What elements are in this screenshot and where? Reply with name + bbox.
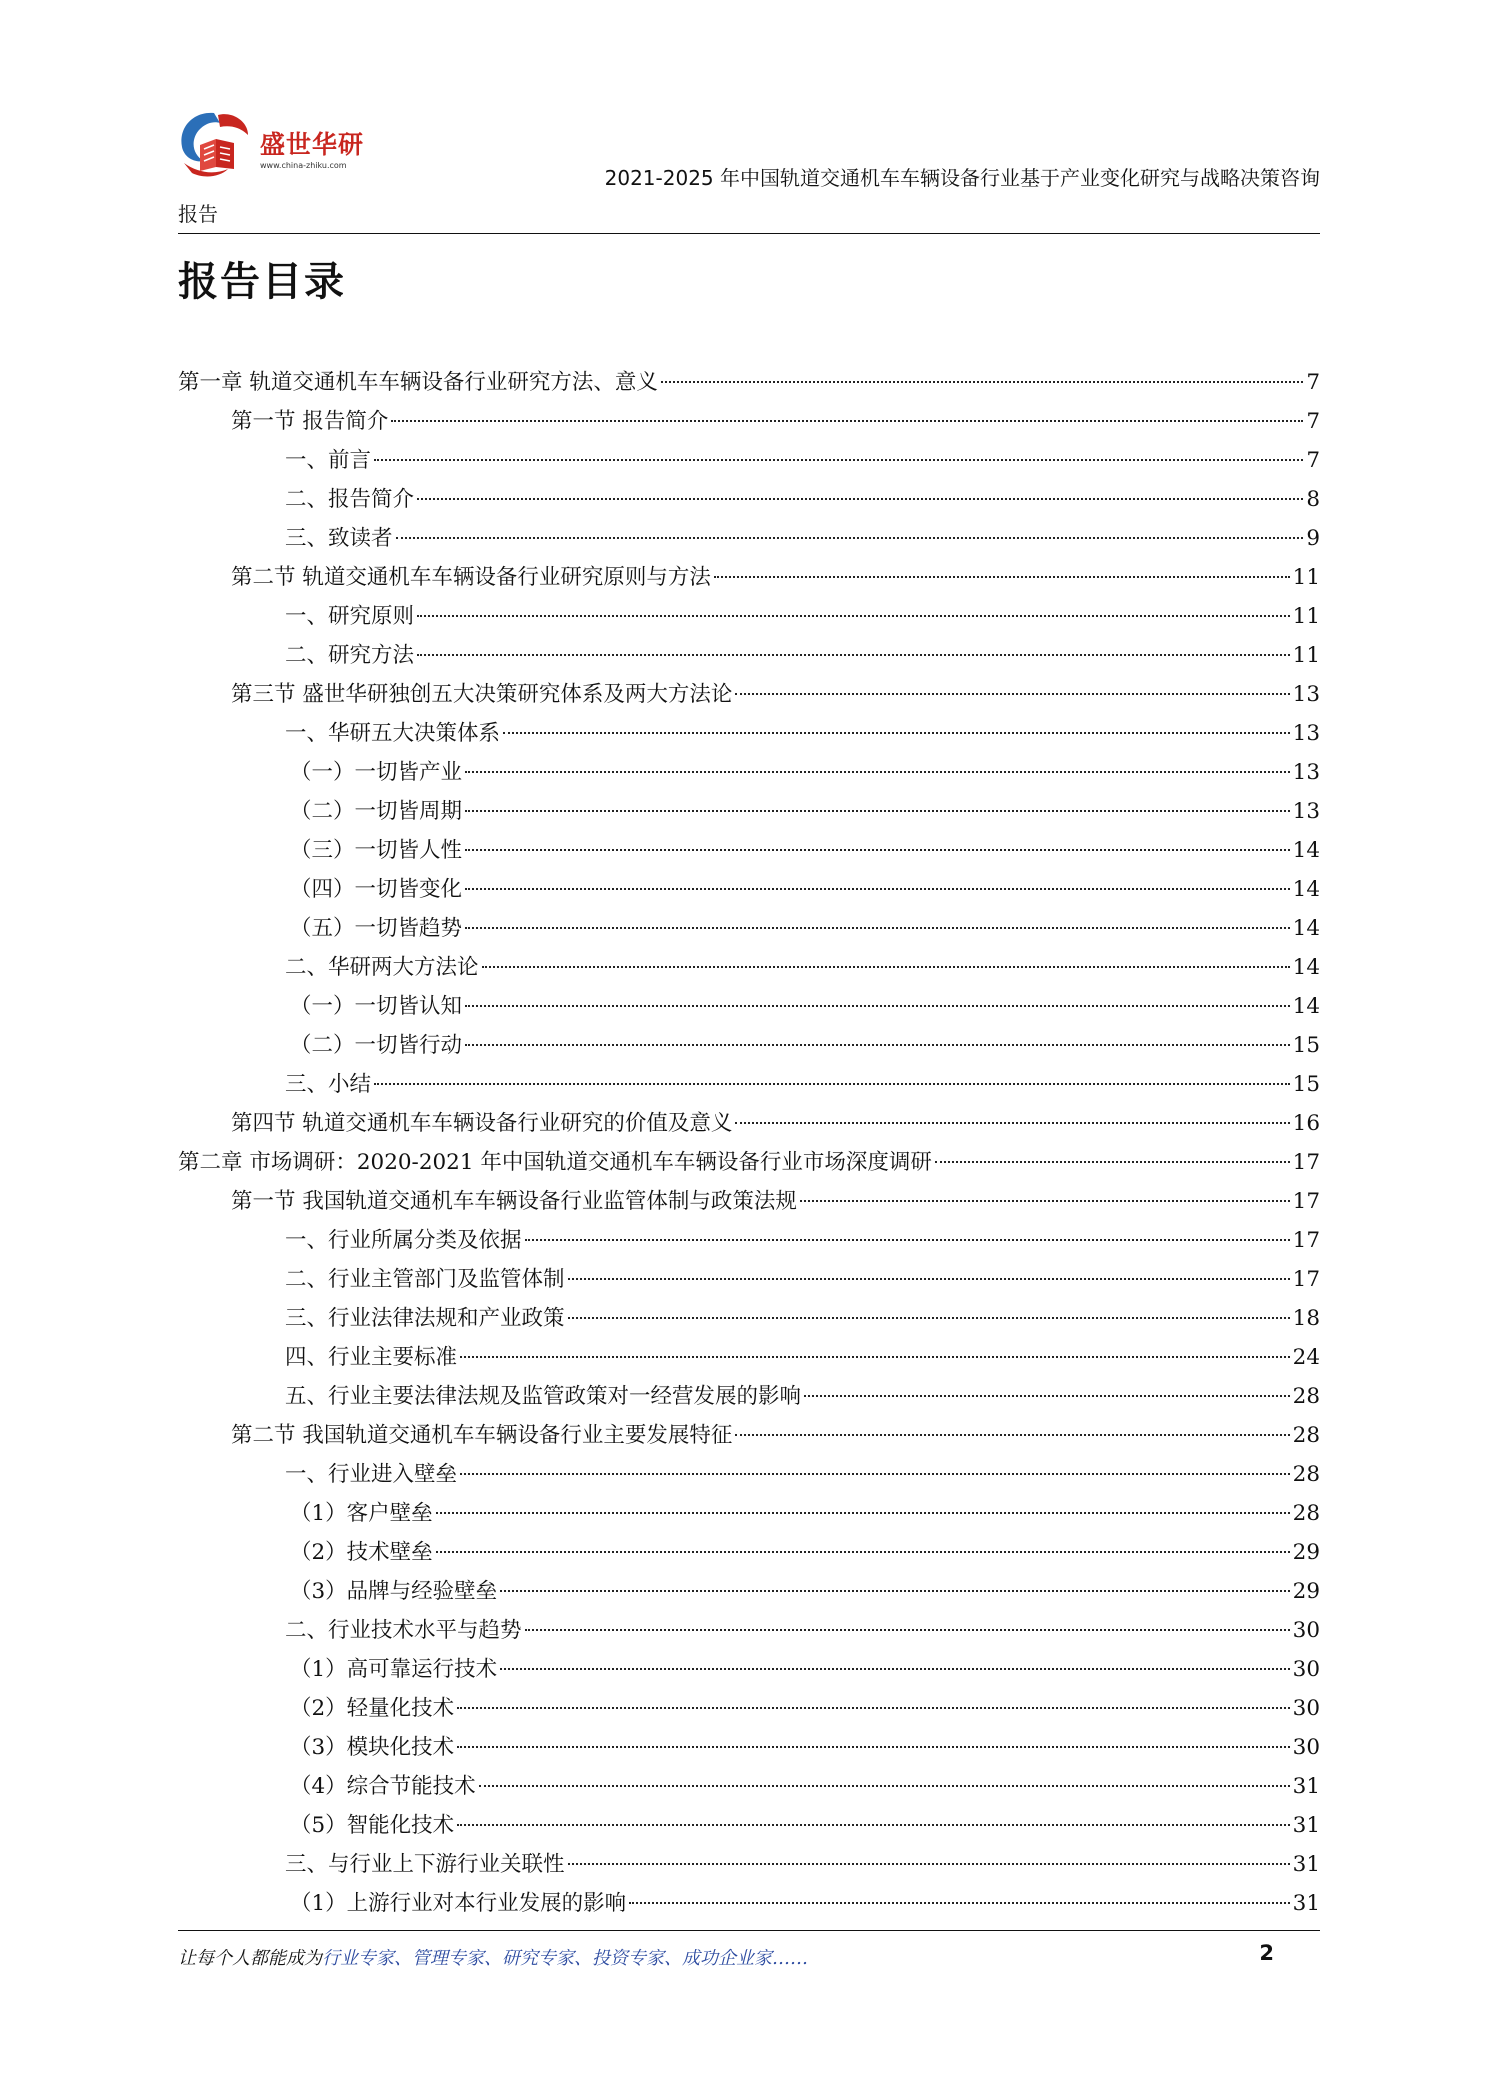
toc-entry-title: （三）一切皆人性 xyxy=(290,838,463,863)
toc-entry[interactable] xyxy=(178,636,1320,675)
toc-entry-page: 29 xyxy=(1292,1540,1320,1565)
toc-entry[interactable] xyxy=(178,1338,1320,1377)
toc-entry-page: 15 xyxy=(1292,1072,1320,1097)
toc-entry-title: 三、小结 xyxy=(285,1072,372,1097)
toc-entry-title: 第二章 市场调研：2020-2021 年中国轨道交通机车车辆设备行业市场深度调研 xyxy=(178,1150,932,1175)
toc-entry-page: 13 xyxy=(1292,721,1320,746)
toc-entry-title: 第一章 轨道交通机车车辆设备行业研究方法、意义 xyxy=(178,370,658,395)
toc-entry-page: 30 xyxy=(1292,1618,1320,1643)
toc-entry[interactable] xyxy=(178,1884,1320,1923)
toc-entry-page: 14 xyxy=(1292,916,1320,941)
toc-entry-page: 7 xyxy=(1306,409,1320,434)
report-title-continuation: 报告 xyxy=(178,202,218,226)
footer-slogan xyxy=(178,1944,808,1970)
logo-emblem-icon xyxy=(174,105,258,185)
toc-entry[interactable] xyxy=(178,402,1320,441)
toc-dot-leader xyxy=(935,1161,1290,1163)
toc-entry-page: 30 xyxy=(1292,1735,1320,1760)
toc-entry-title: （二）一切皆行动 xyxy=(290,1033,463,1058)
toc-entry[interactable] xyxy=(178,948,1320,987)
toc-dot-leader xyxy=(465,1005,1290,1007)
toc-entry-title: 三、致读者 xyxy=(285,526,393,551)
toc-entry[interactable] xyxy=(178,519,1320,558)
toc-entry-title: （2）轻量化技术 xyxy=(290,1696,455,1721)
toc-dot-leader xyxy=(391,420,1303,422)
report-title: 2021-2025 年中国轨道交通机车车辆设备行业基于产业变化研究与战略决策咨询 xyxy=(604,166,1320,190)
toc-entry-page: 11 xyxy=(1292,604,1320,629)
toc-entry-page: 7 xyxy=(1306,448,1320,473)
toc-entry-title: 二、行业技术水平与趋势 xyxy=(285,1618,522,1643)
toc-entry[interactable] xyxy=(178,1026,1320,1065)
toc-entry-page: 14 xyxy=(1292,955,1320,980)
toc-entry-title: （二）一切皆周期 xyxy=(290,799,463,824)
toc-dot-leader xyxy=(460,1356,1290,1358)
toc-entry-title: 一、前言 xyxy=(285,448,372,473)
toc-entry-page: 18 xyxy=(1292,1306,1320,1331)
toc-entry[interactable] xyxy=(178,1494,1320,1533)
toc-entry[interactable] xyxy=(178,1260,1320,1299)
toc-dot-leader xyxy=(457,1707,1289,1709)
toc-entry-title: 三、行业法律法规和产业政策 xyxy=(285,1306,565,1331)
toc-dot-leader xyxy=(436,1551,1290,1553)
toc-entry[interactable] xyxy=(178,909,1320,948)
toc-dot-leader xyxy=(500,1668,1289,1670)
toc-dot-leader xyxy=(417,654,1290,656)
toc-dot-leader xyxy=(465,888,1290,890)
toc-entry-title: 二、行业主管部门及监管体制 xyxy=(285,1267,565,1292)
toc-entry-title: 三、与行业上下游行业关联性 xyxy=(285,1852,565,1877)
toc-dot-leader xyxy=(465,927,1290,929)
toc-dot-leader xyxy=(479,1785,1290,1787)
toc-entry[interactable] xyxy=(178,1299,1320,1338)
toc-entry-title: （2）技术壁垒 xyxy=(290,1540,433,1565)
toc-dot-leader xyxy=(465,1044,1290,1046)
toc-entry[interactable] xyxy=(178,1182,1320,1221)
toc-entry-page: 28 xyxy=(1292,1423,1320,1448)
toc-entry-page: 17 xyxy=(1292,1150,1320,1175)
toc-entry-title: 一、研究原则 xyxy=(285,604,415,629)
toc-entry[interactable] xyxy=(178,1611,1320,1650)
footer-divider xyxy=(178,1930,1320,1931)
toc-dot-leader xyxy=(465,849,1290,851)
toc-entry-title: 第三节 盛世华研独创五大决策研究体系及两大方法论 xyxy=(231,682,733,707)
toc-entry[interactable] xyxy=(178,792,1320,831)
toc-entry-title: 第一节 报告简介 xyxy=(231,409,389,434)
toc-entry-page: 11 xyxy=(1292,643,1320,668)
toc-entry[interactable] xyxy=(178,1767,1320,1806)
toc-entry-title: （1）高可靠运行技术 xyxy=(290,1657,498,1682)
toc-entry-title: 二、华研两大方法论 xyxy=(285,955,479,980)
toc-entry-page: 29 xyxy=(1292,1579,1320,1604)
toc-entry-title: 一、行业所属分类及依据 xyxy=(285,1228,522,1253)
toc-entry-page: 28 xyxy=(1292,1462,1320,1487)
toc-dot-leader xyxy=(525,1239,1290,1241)
toc-dot-leader xyxy=(735,1434,1289,1436)
toc-dot-leader xyxy=(396,537,1304,539)
toc-entry-title: 第一节 我国轨道交通机车车辆设备行业监管体制与政策法规 xyxy=(231,1189,797,1214)
toc-entry-title: 一、行业进入壁垒 xyxy=(285,1462,458,1487)
toc-entry[interactable] xyxy=(178,987,1320,1026)
toc-entry[interactable] xyxy=(178,831,1320,870)
toc-entry-title: 四、行业主要标准 xyxy=(285,1345,458,1370)
toc-entry[interactable] xyxy=(178,558,1320,597)
toc-entry[interactable] xyxy=(178,1728,1320,1767)
toc-heading: 报告目录 xyxy=(178,259,346,305)
toc-entry-page: 30 xyxy=(1292,1696,1320,1721)
logo-url: www.china-zhiku.com xyxy=(260,161,347,170)
toc-entry-page: 30 xyxy=(1292,1657,1320,1682)
toc-entry-page: 17 xyxy=(1292,1189,1320,1214)
toc-entry-page: 31 xyxy=(1292,1852,1320,1877)
toc-dot-leader xyxy=(735,693,1289,695)
toc-dot-leader xyxy=(465,771,1290,773)
toc-dot-leader xyxy=(525,1629,1290,1631)
toc-dot-leader xyxy=(800,1200,1290,1202)
toc-entry[interactable] xyxy=(178,714,1320,753)
toc-entry-page: 31 xyxy=(1292,1813,1320,1838)
toc-entry[interactable] xyxy=(178,1689,1320,1728)
company-logo xyxy=(174,105,384,185)
toc-dot-leader xyxy=(417,498,1303,500)
toc-entry-title: （一）一切皆认知 xyxy=(290,994,463,1019)
toc-dot-leader xyxy=(568,1317,1290,1319)
header-divider xyxy=(178,233,1320,234)
footer-slogan-highlight: 行业专家、管理专家、研究专家、投资专家、成功企业家…… xyxy=(322,1948,808,1969)
toc-dot-leader xyxy=(436,1512,1290,1514)
toc-entry-title: （5）智能化技术 xyxy=(290,1813,455,1838)
toc-dot-leader xyxy=(460,1473,1290,1475)
toc-entry-page: 14 xyxy=(1292,877,1320,902)
toc-dot-leader xyxy=(568,1863,1290,1865)
toc-dot-leader xyxy=(661,381,1303,383)
toc-dot-leader xyxy=(568,1278,1290,1280)
toc-entry[interactable] xyxy=(178,1845,1320,1884)
toc-entry-page: 13 xyxy=(1292,799,1320,824)
toc-entry-page: 16 xyxy=(1292,1111,1320,1136)
toc-entry[interactable] xyxy=(178,480,1320,519)
toc-dot-leader xyxy=(629,1902,1289,1904)
toc-dot-leader xyxy=(465,810,1290,812)
toc-entry[interactable] xyxy=(178,1572,1320,1611)
toc-entry[interactable] xyxy=(178,1455,1320,1494)
toc-entry[interactable] xyxy=(178,1806,1320,1845)
toc-dot-leader xyxy=(735,1122,1289,1124)
toc-entry[interactable] xyxy=(178,1416,1320,1455)
toc-dot-leader xyxy=(457,1746,1289,1748)
toc-entry-page: 15 xyxy=(1292,1033,1320,1058)
toc-entry-page: 28 xyxy=(1292,1384,1320,1409)
toc-entry[interactable] xyxy=(178,753,1320,792)
toc-entry[interactable] xyxy=(178,1065,1320,1104)
toc-entry-page: 11 xyxy=(1292,565,1320,590)
toc-entry[interactable] xyxy=(178,363,1320,402)
toc-entry-title: 二、报告简介 xyxy=(285,487,415,512)
toc-dot-leader xyxy=(374,1083,1290,1085)
toc-entry[interactable] xyxy=(178,1650,1320,1689)
toc-entry[interactable] xyxy=(178,870,1320,909)
toc-entry[interactable] xyxy=(178,1104,1320,1143)
toc-entry-page: 13 xyxy=(1292,760,1320,785)
toc-entry-title: 一、华研五大决策体系 xyxy=(285,721,501,746)
page-number: 2 xyxy=(1259,1941,1274,1965)
toc-entry-page: 7 xyxy=(1306,370,1320,395)
toc-entry[interactable] xyxy=(178,1377,1320,1416)
toc-dot-leader xyxy=(417,615,1290,617)
toc-entry-page: 17 xyxy=(1292,1228,1320,1253)
toc-entry-page: 24 xyxy=(1292,1345,1320,1370)
toc-entry-title: （3）品牌与经验壁垒 xyxy=(290,1579,498,1604)
toc-entry-title: （3）模块化技术 xyxy=(290,1735,455,1760)
toc-entry[interactable] xyxy=(178,441,1320,480)
toc-entry-title: 五、行业主要法律法规及监管政策对一经营发展的影响 xyxy=(285,1384,802,1409)
toc-entry[interactable] xyxy=(178,1221,1320,1260)
toc-entry-title: 第二节 轨道交通机车车辆设备行业研究原则与方法 xyxy=(231,565,711,590)
toc-entry-page: 31 xyxy=(1292,1774,1320,1799)
toc-entry-page: 28 xyxy=(1292,1501,1320,1526)
toc-entry-page: 14 xyxy=(1292,994,1320,1019)
toc-entry-title: （五）一切皆趋势 xyxy=(290,916,463,941)
toc-entry-page: 9 xyxy=(1306,526,1320,551)
logo-name: 盛世华研 xyxy=(260,130,365,159)
toc-entry[interactable] xyxy=(178,675,1320,714)
toc-entry[interactable] xyxy=(178,1533,1320,1572)
toc-entry-title: （四）一切皆变化 xyxy=(290,877,463,902)
toc-entry-title: （1）客户壁垒 xyxy=(290,1501,433,1526)
toc-entry-page: 31 xyxy=(1292,1891,1320,1916)
toc-entry-title: （1）上游行业对本行业发展的影响 xyxy=(290,1891,627,1916)
table-of-contents xyxy=(178,363,1320,1923)
toc-dot-leader xyxy=(374,459,1303,461)
toc-entry-title: （一）一切皆产业 xyxy=(290,760,463,785)
toc-entry-title: 二、研究方法 xyxy=(285,643,415,668)
toc-dot-leader xyxy=(500,1590,1289,1592)
toc-dot-leader xyxy=(482,966,1290,968)
toc-entry-page: 13 xyxy=(1292,682,1320,707)
toc-entry-page: 8 xyxy=(1306,487,1320,512)
toc-dot-leader xyxy=(804,1395,1290,1397)
toc-dot-leader xyxy=(714,576,1290,578)
toc-entry-page: 17 xyxy=(1292,1267,1320,1292)
footer-slogan-lead: 让每个人都能成为 xyxy=(178,1948,322,1969)
toc-entry[interactable] xyxy=(178,597,1320,636)
toc-entry[interactable] xyxy=(178,1143,1320,1182)
toc-dot-leader xyxy=(503,732,1290,734)
toc-entry-page: 14 xyxy=(1292,838,1320,863)
toc-entry-title: 第四节 轨道交通机车车辆设备行业研究的价值及意义 xyxy=(231,1111,733,1136)
toc-entry-title: （4）综合节能技术 xyxy=(290,1774,476,1799)
toc-entry-title: 第二节 我国轨道交通机车车辆设备行业主要发展特征 xyxy=(231,1423,733,1448)
toc-dot-leader xyxy=(457,1824,1289,1826)
